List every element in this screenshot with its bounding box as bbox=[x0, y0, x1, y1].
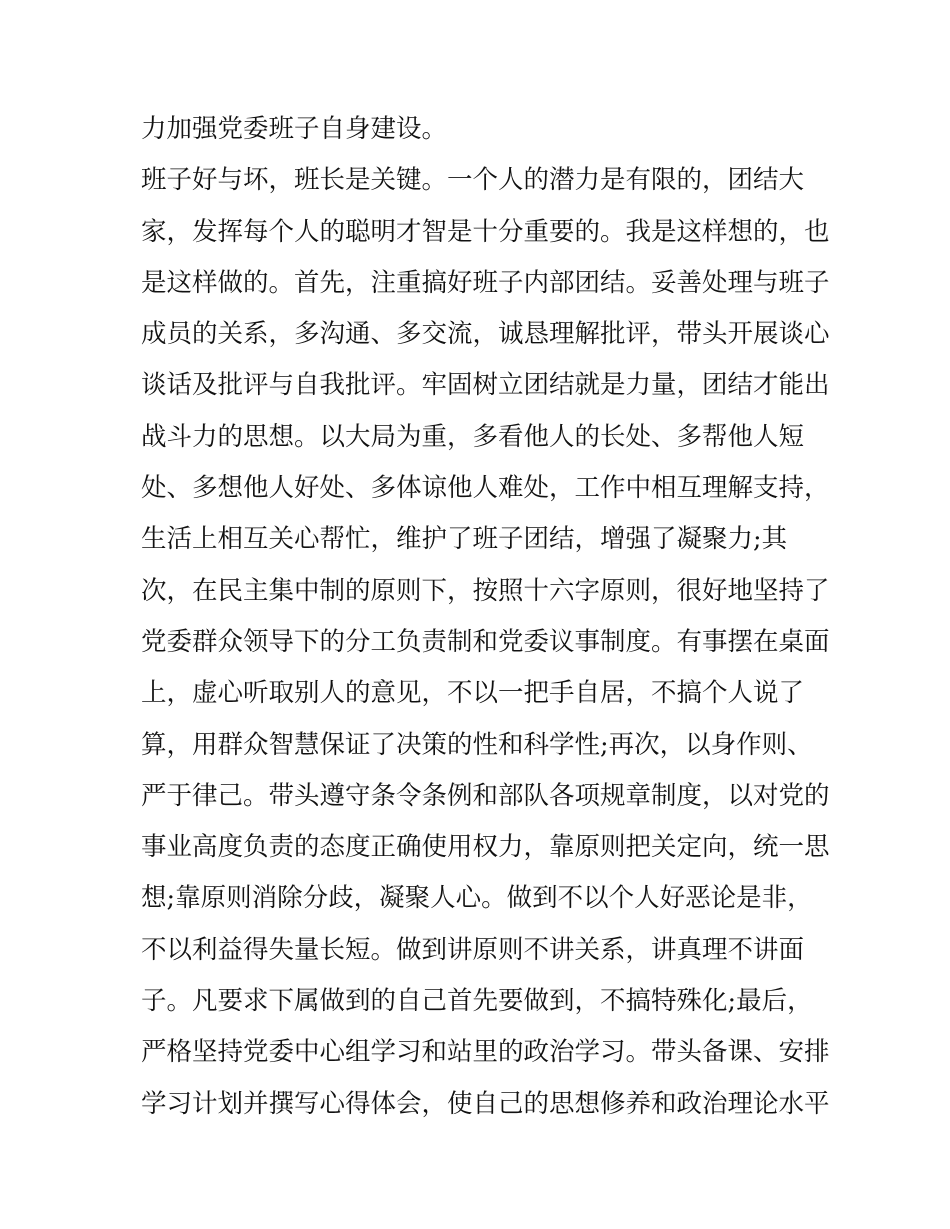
text-line-4: 是这样做的。首先，注重搞好班子内部团结。妥善处理与班子 bbox=[141, 267, 830, 298]
text-line-7: 战斗力的思想。以大局为重，多看他人的长处、多帮他人短 bbox=[141, 421, 805, 452]
body-text bbox=[141, 108, 841, 1134]
text-line-12: 上，虚心听取别人的意见，不以一把手自居，不搞个人说了 bbox=[141, 678, 805, 709]
text-line-18: 子。凡要求下属做到的自己首先要做到，不搞特殊化;最后， bbox=[141, 986, 813, 1017]
text-line-9: 生活上相互关心帮忙，维护了班子团结，增强了凝聚力;其 bbox=[141, 524, 788, 555]
text-line-11: 党委群众领导下的分工负责制和党委议事制度。有事摆在桌面 bbox=[141, 626, 830, 657]
text-line-13: 算，用群众智慧保证了决策的性和科学性;再次，以身作则、 bbox=[141, 729, 813, 760]
text-line-15: 事业高度负责的态度正确使用权力，靠原则把关定向，统一思 bbox=[141, 832, 830, 863]
text-line-1: 力加强党委班子自身建设。 bbox=[141, 114, 448, 144]
text-line-3: 家，发挥每个人的聪明才智是十分重要的。我是这样想的，也 bbox=[141, 216, 830, 247]
text-line-20: 学习计划并撰写心得体会，使自己的思想修养和政治理论水平 bbox=[141, 1088, 830, 1119]
text-line-16: 想;靠原则消除分歧，凝聚人心。做到不以个人好恶论是非， bbox=[141, 883, 813, 914]
text-line-19: 严格坚持党委中心组学习和站里的政治学习。带头备课、安排 bbox=[141, 1037, 830, 1068]
text-line-2: 班子好与坏，班长是关键。一个人的潜力是有限的，团结大 bbox=[141, 165, 805, 196]
text-line-14: 严于律己。带头遵守条令条例和部队各项规章制度，以对党的 bbox=[141, 780, 830, 811]
text-line-6: 谈话及批评与自我批评。牢固树立团结就是力量，团结才能出 bbox=[141, 370, 830, 401]
text-line-17: 不以利益得失量长短。做到讲原则不讲关系，讲真理不讲面 bbox=[141, 934, 805, 965]
text-line-5: 成员的关系，多沟通、多交流，诚恳理解批评，带头开展谈心 bbox=[141, 319, 830, 350]
text-line-8: 处、多想他人好处、多体谅他人难处，工作中相互理解支持， bbox=[141, 473, 830, 504]
text-line-10: 次，在民主集中制的原则下，按照十六字原则，很好地坚持了 bbox=[141, 575, 830, 606]
